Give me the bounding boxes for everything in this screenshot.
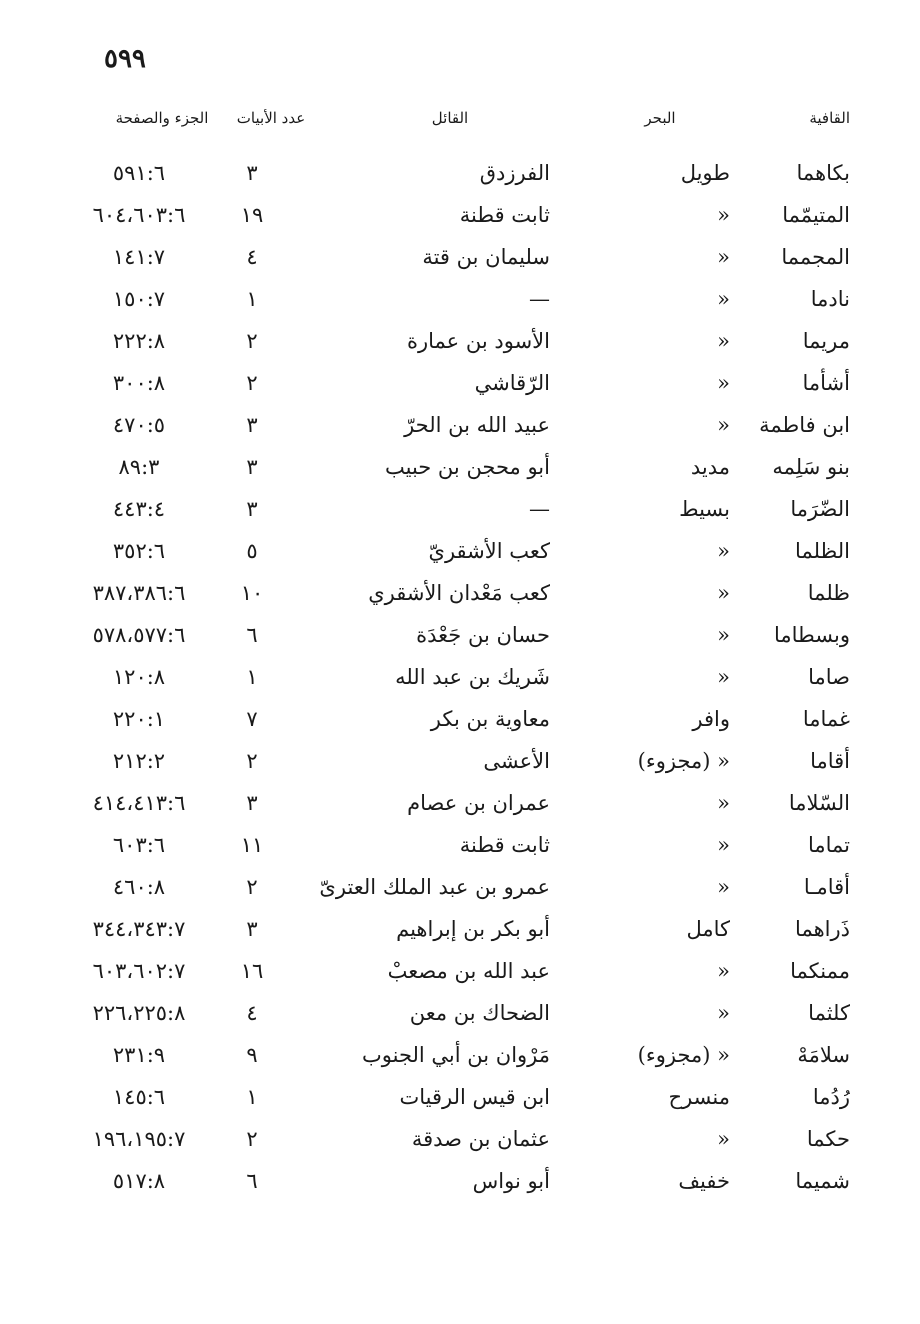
cell-qail: كعب الأشقريّ: [428, 539, 550, 563]
table-row: [60, 152, 850, 194]
cell-qail: عثمان بن صدقة: [411, 1127, 550, 1151]
cell-qafia: ظلما: [807, 581, 850, 605]
cell-qafia: شميما: [795, 1169, 850, 1193]
table-row: [60, 362, 850, 404]
table-row: [60, 278, 850, 320]
cell-count: ٢: [246, 875, 258, 899]
table-row: [60, 698, 850, 740]
cell-count: ٩: [246, 1043, 258, 1067]
cell-qafia: المجمما: [781, 245, 850, 269]
cell-ref: ٥٩١:٦: [112, 161, 166, 185]
cell-bahr: «: [717, 329, 730, 353]
cell-qail: الأعشى: [483, 749, 550, 773]
cell-qafia: رُدُما: [812, 1085, 850, 1109]
cell-ref: ١٥٠:٧: [112, 287, 166, 311]
cell-qafia: الضّرَما: [790, 497, 850, 521]
header-qafia: القافية: [809, 109, 850, 127]
cell-qafia: ممنكما: [790, 959, 850, 983]
cell-bahr: بسيط: [679, 497, 730, 521]
cell-qail: عمران بن عصام: [407, 791, 550, 815]
header-qail: القائل: [431, 109, 469, 127]
cell-qail: الرّقاشي: [474, 371, 550, 395]
table-row: [60, 194, 850, 236]
cell-qafia: ذَراهما: [795, 917, 850, 941]
cell-bahr: «: [717, 581, 730, 605]
table-row: [60, 824, 850, 866]
cell-bahr: كامل: [686, 917, 730, 941]
cell-ref: ٤٧٠:٥: [112, 413, 166, 437]
cell-count: ١: [246, 1085, 258, 1109]
table-row: [60, 1160, 850, 1202]
cell-qail: عبيد الله بن الحرّ: [404, 413, 550, 437]
cell-count: ١٠: [240, 581, 264, 605]
cell-qafia: ابن فاطمة: [759, 413, 850, 437]
cell-qafia: السّلاما: [788, 791, 850, 815]
cell-ref: ٢٢٢:٨: [112, 329, 166, 353]
cell-count: ٤: [246, 245, 258, 269]
cell-qail: أبو محجن بن حبيب: [384, 455, 550, 479]
cell-qafia: أشأما: [802, 371, 850, 395]
cell-ref: ٤١٤،٤١٣:٦: [92, 791, 186, 815]
cell-count: ٧: [246, 707, 258, 731]
cell-qail: ثابت قطنة: [459, 203, 550, 227]
cell-ref: ١٤١:٧: [112, 245, 166, 269]
cell-ref: ٣٠٠:٨: [112, 371, 166, 395]
cell-count: ٢: [246, 749, 258, 773]
cell-ref: ١٩٦،١٩٥:٧: [92, 1127, 186, 1151]
cell-ref: ٥١٧:٨: [112, 1169, 166, 1193]
cell-bahr: وافر: [692, 707, 730, 731]
cell-bahr: «: [717, 875, 730, 899]
cell-qafia: المتيمّما: [782, 203, 850, 227]
cell-qail: —: [529, 497, 550, 521]
cell-bahr: منسرح: [668, 1085, 730, 1109]
cell-qafia: أقاما: [810, 749, 850, 773]
cell-count: ١٦: [240, 959, 264, 983]
cell-qafia: غماما: [802, 707, 850, 731]
cell-qafia: أقامـا: [803, 875, 850, 899]
page-number: ٥٩٩: [104, 44, 146, 74]
table-row: [60, 782, 850, 824]
cell-ref: ٣٥٢:٦: [112, 539, 166, 563]
cell-bahr: « (مجزوء): [637, 749, 730, 773]
cell-ref: ٢٣١:٩: [112, 1043, 166, 1067]
cell-ref: ٢١٢:٢: [112, 749, 166, 773]
cell-ref: ٦٠٣:٦: [112, 833, 166, 857]
table-row: [60, 1118, 850, 1160]
table-row: [60, 488, 850, 530]
cell-bahr: «: [717, 665, 730, 689]
cell-count: ٦: [246, 1169, 258, 1193]
cell-count: ٣: [246, 917, 258, 941]
cell-bahr: «: [717, 959, 730, 983]
cell-qail: أبو بكر بن إبراهيم: [396, 917, 550, 941]
table-body: [60, 152, 850, 1202]
cell-bahr: «: [717, 413, 730, 437]
cell-qail: الضحاك بن معن: [409, 1001, 550, 1025]
header-ref: الجزء والصفحة: [115, 109, 209, 127]
cell-count: ٢: [246, 1127, 258, 1151]
table-row: [60, 950, 850, 992]
cell-qail: سليمان بن قتة: [422, 245, 550, 269]
cell-count: ١١: [240, 833, 264, 857]
cell-qafia: بكاهما: [796, 161, 850, 185]
cell-bahr: « (مجزوء): [637, 1043, 730, 1067]
cell-ref: ٢٢٠:١: [112, 707, 166, 731]
cell-qafia: كلثما: [808, 1001, 850, 1025]
table-row: [60, 992, 850, 1034]
cell-qafia: الظلما: [795, 539, 850, 563]
cell-ref: ٣٤٤،٣٤٣:٧: [92, 917, 186, 941]
cell-count: ٣: [246, 161, 258, 185]
table-row: [60, 866, 850, 908]
cell-qafia: نادما: [810, 287, 850, 311]
cell-count: ١٩: [240, 203, 264, 227]
cell-qail: مَرْوان بن أبي الجنوب: [361, 1043, 550, 1067]
cell-ref: ٣٨٧،٣٨٦:٦: [92, 581, 186, 605]
cell-ref: ٨٩:٣: [118, 455, 160, 479]
table-row: [60, 236, 850, 278]
cell-bahr: «: [717, 203, 730, 227]
table-row: [60, 656, 850, 698]
cell-ref: ٢٢٦،٢٢٥:٨: [92, 1001, 186, 1025]
table-row: [60, 908, 850, 950]
cell-bahr: «: [717, 371, 730, 395]
cell-qail: عمرو بن عبد الملك العترىّ: [319, 875, 550, 899]
table-row: [60, 404, 850, 446]
cell-count: ٣: [246, 413, 258, 437]
cell-qail: أبو نواس: [472, 1169, 550, 1193]
cell-qafia: صاما: [808, 665, 850, 689]
cell-bahr: «: [717, 245, 730, 269]
cell-qail: معاوية بن بكر: [430, 707, 550, 731]
cell-ref: ٤٦٠:٨: [112, 875, 166, 899]
cell-ref: ٤٤٣:٤: [112, 497, 166, 521]
cell-qafia: تماما: [807, 833, 850, 857]
cell-bahr: «: [717, 1001, 730, 1025]
table-row: [60, 740, 850, 782]
cell-count: ٤: [246, 1001, 258, 1025]
table-row: [60, 530, 850, 572]
table-row: [60, 614, 850, 656]
cell-bahr: طويل: [680, 161, 730, 185]
cell-ref: ٥٧٨،٥٧٧:٦: [92, 623, 186, 647]
header-count: عدد الأبيات: [236, 109, 306, 127]
cell-qail: —: [529, 287, 550, 311]
cell-qafia: وبسطاما: [774, 623, 850, 647]
cell-qafia: سلامَهْ: [797, 1043, 850, 1067]
header-bahr: البحر: [644, 109, 676, 127]
cell-qail: ثابت قطنة: [459, 833, 550, 857]
table-row: [60, 1034, 850, 1076]
cell-qafia: حكما: [806, 1127, 850, 1151]
cell-bahr: مديد: [690, 455, 730, 479]
cell-qail: ابن قيس الرقيات: [399, 1085, 550, 1109]
cell-count: ٣: [246, 791, 258, 815]
cell-count: ٣: [246, 497, 258, 521]
cell-count: ١: [246, 287, 258, 311]
cell-ref: ١٤٥:٦: [112, 1085, 166, 1109]
table-row: [60, 320, 850, 362]
cell-count: ٢: [246, 371, 258, 395]
table-row: [60, 1076, 850, 1118]
cell-bahr: «: [717, 623, 730, 647]
header-row: [60, 98, 850, 152]
table-row: [60, 446, 850, 488]
cell-qail: الأسود بن عمارة: [406, 329, 550, 353]
cell-qail: حسان بن جَعْدَة: [416, 623, 550, 647]
cell-bahr: «: [717, 791, 730, 815]
cell-count: ٥: [246, 539, 258, 563]
cell-bahr: «: [717, 539, 730, 563]
cell-ref: ١٢٠:٨: [112, 665, 166, 689]
cell-bahr: «: [717, 287, 730, 311]
cell-qafia: بنو سَلِمه: [772, 455, 850, 479]
cell-qail: كعب مَعْدان الأشقري: [368, 581, 550, 605]
index-table: [60, 98, 850, 1202]
cell-count: ١: [246, 665, 258, 689]
cell-ref: ٦٠٣،٦٠٢:٧: [92, 959, 186, 983]
table-row: [60, 572, 850, 614]
cell-bahr: «: [717, 833, 730, 857]
cell-ref: ٦٠٤،٦٠٣:٦: [92, 203, 186, 227]
cell-count: ٣: [246, 455, 258, 479]
cell-count: ٦: [246, 623, 258, 647]
cell-bahr: «: [717, 1127, 730, 1151]
cell-qail: شَريك بن عبد الله: [395, 665, 550, 689]
cell-bahr: خفيف: [678, 1169, 730, 1193]
cell-qail: الفرزدق: [479, 161, 550, 185]
cell-count: ٢: [246, 329, 258, 353]
cell-qafia: مريما: [802, 329, 850, 353]
cell-qail: عبد الله بن مصعبْ: [387, 959, 550, 983]
